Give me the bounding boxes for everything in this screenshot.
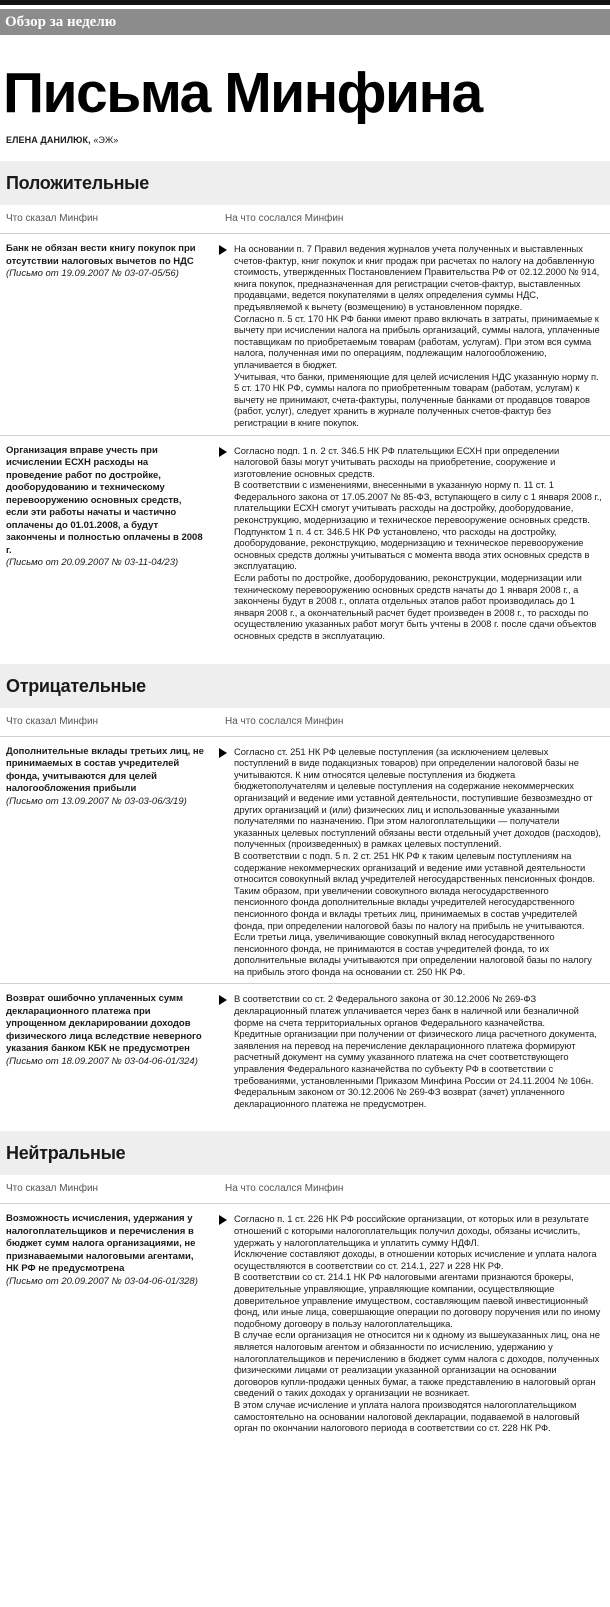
triangle-bullet-icon <box>219 447 227 457</box>
letter-basis <box>214 445 610 642</box>
column-header-right: На что сослался Минфин <box>225 1183 344 1195</box>
section-header <box>0 664 610 708</box>
rubric-bar: Обзор за неделю <box>0 9 610 35</box>
basis-paragraph: Учитывая, что банки, применяющие для целей исчисления НДС указанную норму п. 5 ст. 170 НК РФ, суммы налога по приобретенным товарам (работам, услугам) к вычету не принимают, счета-фактуры, полученные банками от продавцов товаров (работ, услуг), следует хранить в журнале полученных счетов-фактур без регистрации в книге покупок. <box>234 370 599 428</box>
column-headers <box>0 205 610 233</box>
letter-summary <box>0 243 214 429</box>
letter-basis <box>214 243 610 429</box>
letter-row <box>0 736 610 984</box>
basis-paragraph: Если третьи лица, увеличивающие совокупный вклад негосударственного пенсионного фонда, не принимаются в состав учредителей фонда, то их дополнительные вклады учитываются при определении налоговой базы по налогу на прибыль этого фонда на основании ст. 250 НК РФ. <box>234 931 592 977</box>
triangle-bullet-icon <box>219 748 227 758</box>
section-title: Отрицательные <box>6 675 146 696</box>
letter-row <box>0 233 610 435</box>
basis-paragraph: Подпунктом 1 п. 4 ст. 346.5 НК РФ установлено, что расходы на достройку, дооборудование, реконструкцию, модернизацию и техническое перевооружение основных средств должны учитываться с момента ввода этих основных средств в эксплуатацию. <box>234 525 590 572</box>
letter-question: Банк не обязан вести книгу покупок при отсутствии налоговых вычетов по НДС <box>6 243 196 267</box>
letter-reference: (Письмо от 13.09.2007 № 03-03-06/3/19) <box>6 795 187 807</box>
column-header-right: На что сослался Минфин <box>225 213 344 224</box>
basis-paragraph: В этом случае исчисление и уплата налога производятся налогоплательщиком самостоятельно на основании налоговой декларации, подаваемой в налоговый орган по окончании налогового периода в соответствии со ст. 228 НК РФ. <box>234 1398 580 1434</box>
letter-reference: (Письмо от 18.09.2007 № 03-04-06-01/324) <box>6 1055 198 1067</box>
letter-summary <box>0 993 214 1109</box>
basis-paragraph: Исключение составляют доходы, в отношении которых исчисление и уплата налога осуществляются в соответствии со ст. 214.1, 227 и 228 НК РФ. <box>234 1248 597 1271</box>
letter-basis <box>214 746 610 978</box>
column-header-left: Что сказал Минфин <box>6 715 99 727</box>
basis-paragraph: Согласно п. 1 ст. 226 НК РФ российские организации, от которых или в результате отношений с которыми налогоплательщик получил доходы, обязаны исчислить, удержать у налогоплательщика и уплатить сумму НДФЛ. <box>234 1213 589 1248</box>
letter-question: Организация вправе учесть при исчислении ЕСХН расходы на проведение работ по достройке, дооборудованию и техническому перевооружению основных средств, если эти работы начаты и частично оплачены до 01.01.2008, а будут закончены и полностью оплачены в 2008 г. <box>6 444 203 556</box>
page-title: Письма Минфина <box>3 61 482 125</box>
letter-basis <box>214 993 610 1109</box>
letter-reference: (Письмо от 20.09.2007 № 03-04-06-01/328) <box>6 1275 198 1287</box>
letter-row <box>0 435 610 648</box>
letter-question: Дополнительные вклады третьих лиц, не принимаемых в состав учредителей фонда, учитываются для целей налогообложения прибыли <box>6 745 204 795</box>
column-header-left: Что сказал Минфин <box>6 213 99 224</box>
section <box>0 161 610 648</box>
basis-paragraph: В случае если организация не относится ни к одному из вышеуказанных лиц, она не является налоговым агентом и обязанности по исчислению, удержанию у налогоплательщиков и перечислению в бюджет сумм налога с доходов, полученных физическими лицами от реализации указанной организации на основании договоров купли-продажи ценных бумаг, а также представлению в налоговый орган сведений о таких доходах у организации не возникает. <box>234 1329 600 1399</box>
byline <box>6 135 610 145</box>
section <box>0 664 610 1116</box>
sections-container <box>0 161 610 1440</box>
letter-question: Возможность исчисления, удержания у налогоплательщиков и перечисления в бюджет сумм налога организациями, не признаваемыми налоговыми агентами, НК РФ не предусмотрена <box>6 1213 196 1275</box>
letter-basis <box>214 1213 610 1433</box>
letter-summary <box>0 1213 214 1433</box>
basis-paragraph: Федеральным законом от 30.12.2006 № 269-ФЗ возврат (зачет) уплаченного декларационного платежа не предусмотрен. <box>234 1086 565 1109</box>
basis-paragraph: Согласно ст. 251 НК РФ целевые поступления (за исключением целевых поступлений в виде подакцизных товаров) при определении налоговой базы не учитываются. К ним относятся целевые поступления из бюджета бюджетополучателям и целевые поступления на содержание некоммерческих организаций и ведение ими уставной деятельности, поступившие безвозмездно от других организаций и (или) физических лиц и использованные указанными получателями по назначению. При этом налогоплательщики — получатели указанных целевых поступлений обязаны вести отдельный учет доходов (расходов), полученных (произведенных) в рамках целевых поступлений. <box>234 745 601 850</box>
letter-row <box>0 983 610 1115</box>
top-rule <box>0 0 610 5</box>
author-outlet: «ЭЖ» <box>93 135 119 145</box>
basis-paragraph: На основании п. 7 Правил ведения журналов учета полученных и выставленных счетов-фактур, книг покупок и книг продаж при расчетах по налогу на добавленную стоимость, утвержденных Постановлением Правительства РФ от 02.12.2000 № 914, книга покупок, предназначенная для регистрации счетов-фактур, выставленных продавцами, ведется покупателями в целях определения суммы НДС, предъявляемой к вычету (возмещению) в установленном порядке. <box>234 243 600 312</box>
basis-paragraph: Согласно подп. 1 п. 2 ст. 346.5 НК РФ плательщики ЕСХН при определении налоговой базы могут учитывать расходы на приобретение, сооружение и изготовление основных средств. <box>234 444 560 479</box>
column-headers <box>0 708 610 736</box>
basis-paragraph: В соответствии со ст. 2 Федерального закона от 30.12.2006 № 269-ФЗ декларационный платеж уплачивается через банк в наличной или безналичной форме на счета территориальных органов Федерального казначейства. <box>234 993 579 1028</box>
basis-paragraph: Согласно п. 5 ст. 170 НК РФ банки имеют право включать в затраты, принимаемые к вычету при исчислении налога на прибыль организаций, суммы налога, уплаченные поставщикам по приобретаемым товарам (работам, услугам). При этом вся сумма налога, полученная ими по операциям, подлежащим налогообложению, уплачивается в бюджет. <box>234 312 600 370</box>
letter-summary <box>0 445 214 642</box>
letter-row <box>0 1203 610 1439</box>
letter-reference: (Письмо от 19.09.2007 № 03-07-05/56) <box>6 268 179 279</box>
section-title: Нейтральные <box>6 1143 126 1164</box>
section-title: Положительные <box>6 173 149 193</box>
author-name: ЕЛЕНА ДАНИЛЮК, <box>6 135 91 145</box>
triangle-bullet-icon <box>219 245 227 255</box>
column-header-left: Что сказал Минфин <box>6 1183 99 1195</box>
basis-paragraph: В соответствии с изменениями, внесенными в указанную норму п. 11 ст. 1 Федерального закона от 17.05.2007 № 85-ФЗ, вступающего в силу с 1 января 2008 г., плательщики ЕСХН смогут учитывать расходы на достройку, дооборудование, реконструкцию, модернизацию и техническое перевооружение основных средств. <box>234 479 602 526</box>
basis-paragraph: Если работы по достройке, дооборудованию, реконструкции, модернизации или техническому перевооружению основных средств начаты до 1 января 2008 г., а закончены будут в 2008 г., оплата отдельных этапов работ производилась до 1 января 2008 г., а окончательный расчет будет произведен в 2008 г., то расходы по осуществлению указанных работ могут быть учтены в 2008 г. после сдачи объектов основных средств в эксплуатацию. <box>234 572 597 641</box>
section-header <box>0 161 610 205</box>
section <box>0 1131 610 1439</box>
basis-paragraph: Таким образом, при увеличении совокупного вклада негосударственного пенсионного фонда дополнительные вклады учредителей негосударственного пенсионного фонда и вклады третьих лиц, принимаемых в состав учредителей фонда, при определении налоговой базы по налогу на прибыль не учитываются. <box>234 884 585 931</box>
letter-reference: (Письмо от 20.09.2007 № 03-11-04/23) <box>6 557 179 568</box>
triangle-bullet-icon <box>219 995 227 1005</box>
column-headers <box>0 1175 610 1203</box>
basis-paragraph: В соответствии с подп. 5 п. 2 ст. 251 НК РФ к таким целевым поступлениям на содержание некоммерческих организаций и ведение ими уставной деятельности относится совокупный вклад учредителей негосударственных пенсионных фондов. <box>234 849 595 885</box>
letter-summary <box>0 746 214 978</box>
basis-paragraph: В соответствии со ст. 214.1 НК РФ налоговыми агентами признаются брокеры, доверительные управляющие, управляющие компании, осуществляющие доверительное управление имуществом, составляющим паевой инвестиционный фонд, или иные лица, совершающие операции по договору поручения или по иному подобному договору в пользу налогоплательщика. <box>234 1271 601 1329</box>
section-header <box>0 1131 610 1175</box>
letter-question: Возврат ошибочно уплаченных сумм декларационного платежа при упрощенном декларировании доходов физического лица вследствие неверного указания банком КБК не предусмотрен <box>6 993 202 1055</box>
column-header-right: На что сослался Минфин <box>225 715 344 727</box>
triangle-bullet-icon <box>219 1215 227 1225</box>
basis-paragraph: Кредитные организации при получении от физического лица расчетного документа, заявления на перевод на перечисление декларационного платежа формируют расчетный документ на сумму указанного платежа на счет соответствующего управления Федерального казначейства по субъекту РФ в соответствии с требованиями, установленными Приказом Минфина России от 24.11.2004 № 106н. <box>234 1028 597 1086</box>
